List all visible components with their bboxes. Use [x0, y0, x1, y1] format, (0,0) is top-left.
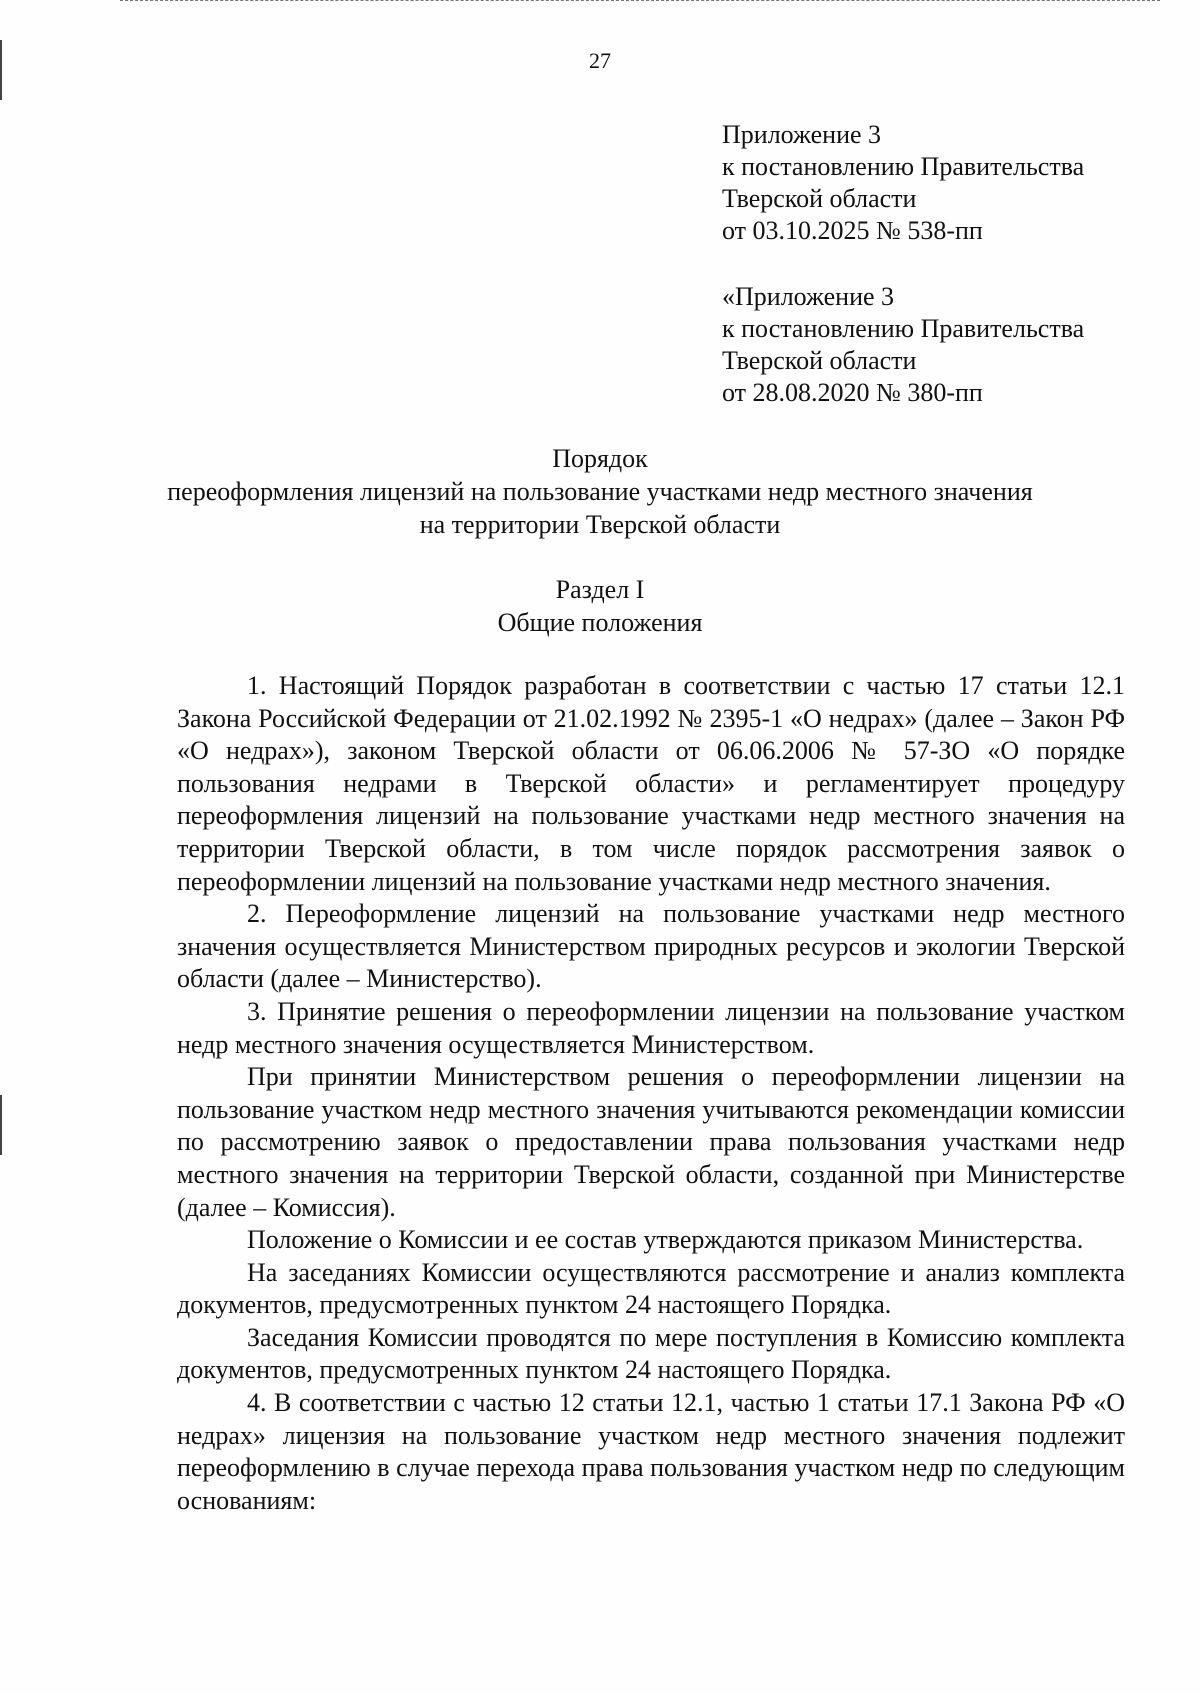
paragraph: 3. Принятие решения о переоформлении лицензии на пользование участком недр местного значения осуществляется Министерством.	[177, 996, 1125, 1059]
paragraph: 4. В соответствии с частью 12 статьи 12.1, частью 1 статьи 17.1 Закона РФ «О недрах» лицензия на пользование участком недр местного значения подлежит переоформлению в случае перехода права пользования участком недр по следующим основаниям:	[177, 1388, 1125, 1515]
appendix-original-line: Тверской области	[722, 346, 917, 375]
appendix-current-line: от 03.10.2025 № 538-пп	[722, 216, 983, 245]
appendix-original-line: от 28.08.2020 № 380-пп	[722, 378, 983, 407]
title-line: переоформления лицензий на пользование участками недр местного значения	[167, 477, 1033, 506]
section-heading	[0, 573, 1200, 639]
paragraph: 1. Настоящий Порядок разработан в соответствии с частью 17 статьи 12.1 Закона Российской Федерации от 21.02.1992 № 2395-1 «О недрах» (далее – Закон РФ «О недрах»), законом Тверской области от 06.06.2006 № 57-ЗО «О порядке пользования недрами в Тверской области» и регламентирует процедуру переоформления лицензий на пользование участками недр местного значения на территории Тверской области, в том числе порядок рассмотрения заявок о переоформлении лицензий на пользование участками недр местного значения.	[177, 671, 1125, 896]
appendix-original-line: к постановлению Правительства	[722, 314, 1085, 343]
title-line: Порядок	[552, 444, 648, 473]
page-number: 27	[589, 48, 611, 73]
section-number: Раздел I	[555, 575, 645, 604]
appendix-current-line: Тверской области	[722, 184, 917, 213]
paragraph: 2. Переоформление лицензий на пользование участками недр местного значения осуществляется Министерством природных ресурсов и экологии Тверской области (далее – Министерство).	[177, 899, 1125, 994]
paragraph: Заседания Комиссии проводятся по мере поступления в Комиссию комплекта документов, предусмотренных пунктом 24 настоящего Порядка.	[177, 1322, 1125, 1385]
appendix-original-line: «Приложение 3	[722, 282, 895, 311]
appendix-current-block	[722, 119, 1084, 247]
scan-left-edge-mark	[0, 1095, 2, 1155]
document-body	[177, 670, 1125, 1517]
paragraph: На заседаниях Комиссии осуществляются рассмотрение и анализ комплекта документов, предусмотренных пунктом 24 настоящего Порядка.	[177, 1257, 1125, 1320]
appendix-current-line: к постановлению Правительства	[722, 152, 1085, 181]
appendix-original-block	[722, 281, 1084, 409]
paragraph: Положение о Комиссии и ее состав утверждаются приказом Министерства.	[247, 1225, 1084, 1255]
appendix-current-line: Приложение 3	[722, 120, 882, 149]
document-title	[0, 442, 1200, 541]
title-line: на территории Тверской области	[419, 510, 781, 539]
section-name: Общие положения	[497, 608, 703, 637]
scan-top-edge	[120, 0, 1160, 3]
paragraph: При принятии Министерством решения о переоформлении лицензии на пользование участком недр местного значения учитываются рекомендации комиссии по рассмотрению заявок о предоставлении права пользования участками недр местного значения на территории Тверской области, созданной при Министерстве (далее – Комиссия).	[177, 1062, 1125, 1222]
